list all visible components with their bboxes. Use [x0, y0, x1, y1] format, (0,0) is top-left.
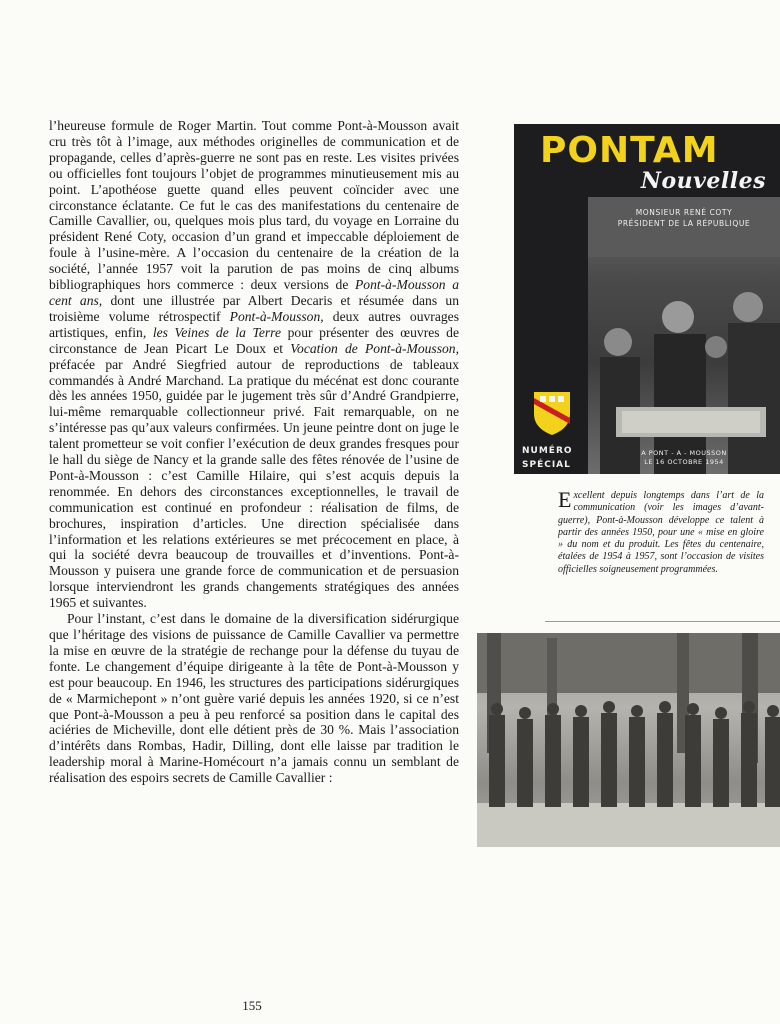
magazine-cover — [514, 124, 780, 474]
main-text-column — [49, 118, 459, 786]
badge-line: NUMÉRO — [522, 446, 573, 456]
cover-title: PONTAM — [540, 130, 719, 171]
cover-subtitle: Nouvelles — [640, 168, 766, 194]
badge-line: SPÉCIAL — [522, 460, 571, 470]
factory-illustration — [477, 633, 780, 847]
caption-line: A PONT - A - MOUSSON — [641, 449, 727, 457]
cover-caption-top — [588, 207, 780, 229]
paragraph-2: Pour l’instant, c’est dans le domaine de la diversification sidérurgique que l’héritage des visions de puissance de Camille Cavallier va permettre la mise en œuvre de la stratégie de rechange pour la défense du tuyau de fonte. Le changement d’équipe dirigeante à la tête de Pont-à-Mousson y est pour beaucoup. En 1946, les structures des participations sidérurgiques de « Marmichepont » n’ont guère varié depuis les années 1920, si ce n’est que Pont-à-Mousson a peu à peu renforcé sa position dans le capital des aciéries de Micheville, dont elle détient près de 30 %. Mais l’association d’intérêts dans Rombas, Hadir, Dilling, dont elle laisse par tradition le leadership moral à Marine-Homécourt n’a jamais connu un semblant de réalisation des espoirs secrets de Camille Cavallier : — [49, 611, 459, 786]
text-run: deux autres ouvrages artistiques, enfin, — [49, 308, 459, 340]
book-title: les Veines de la Terre — [152, 324, 281, 340]
caption-initial: E — [558, 487, 572, 512]
text-run: dont une illustrée par Albert Decaris et résumée dans un troisième volume rétrospectif — [49, 292, 459, 324]
cover-photo — [588, 197, 780, 474]
text-run: pour présenter des œuvres de circonstance de Jean Picart Le Doux et — [49, 324, 460, 356]
page-number: 155 — [242, 998, 262, 1013]
book-title: Pont-à-Mousson a cent ans, — [49, 277, 460, 308]
factory-workers-photo — [477, 633, 780, 847]
cover-caption-bottom — [588, 449, 780, 467]
text-run: préfacée par André Siegfried autour de reproductions de tableaux commandés à André Marchand. La pratique du mécénat est donc courante dès les années 1950, guidée par le jugement très sûr d’André Grandpierre, lui-même remarquable collectionneur privé. Fait remarquable, on ne s’intéresse pas qu’aux valeurs confirmées. Un jeune peintre dont on juge le talent prometteur se voit confier l’exécution de deux grandes fresques pour le hall du siège de Nancy et la grande salle des fêtes rénovée de l’usine de Pont-à-Mousson : c’est Camille Hilaire, qui s’est acquis depuis la renommée. En dehors des circonstances exceptionnelles, le travail de communication est continué en profondeur : réalisation de films, de brochures, inspiration d’articles. Une direction spécialisée dans l’information et les relations extérieures se met précocement en place, à qui la société devra beaucoup de trouvailles et d’inventions. Pont-à-Mousson y puisera une grande force de communication et de persuasion lorsque interviendront les grands changements stratégiques des années 1965 et suivantes. — [49, 356, 459, 611]
caption-line: PRÉSIDENT DE LA RÉPUBLIQUE — [617, 219, 751, 228]
caption-text: xcellent depuis longtemps dans l’art de la communication (voir les images d’avant-guerre), Pont-à-Mousson développe ce talent à partir des années 1950, pour une « mise en gloire » du nom et du produit. Les fêtes du centenaire, étalées de 1954 à 1957, sont l’occasion de visites officielles soigneusement programmées. — [558, 490, 764, 575]
caption-line: MONSIEUR RENÉ COTY — [635, 208, 733, 217]
caption-divider — [545, 621, 780, 622]
book-title: Vocation de Pont-à-Mousson, — [290, 340, 460, 356]
figure-caption — [558, 487, 764, 576]
paragraph-1 — [49, 118, 459, 611]
crowd-illustration — [588, 197, 780, 474]
cover-badge — [522, 444, 573, 472]
lorraine-shield-icon — [532, 390, 572, 441]
text-run: l’heureuse formule de Roger Martin. Tout comme Pont-à-Mousson avait cru très tôt à l’image, aux méthodes originelles de communication et de propagande, celles d’après-guerre ne sont pas en reste. Les visites privées ou officielles font toujours l’objet de programmes minutieusement mis au point. L’apothéose guette quand elles peuvent coïncider avec une circonstance éclatante. Ce fut le cas des manifestations du centenaire de Camille Cavallier, ou, quelques mois plus tard, du voyage en Lorraine du président René Coty, occasion d’un grand et impeccable déploiement de foule à l’usine-mère. A l’occasion du centenaire de la création de la société, l’année 1957 voit la parution de pas moins de cinq albums bibliographiques hors commerce : deux versions de — [49, 118, 459, 293]
caption-line: LE 16 OCTOBRE 1954 — [644, 458, 724, 466]
book-title: Pont-à-Mousson, — [229, 308, 324, 324]
